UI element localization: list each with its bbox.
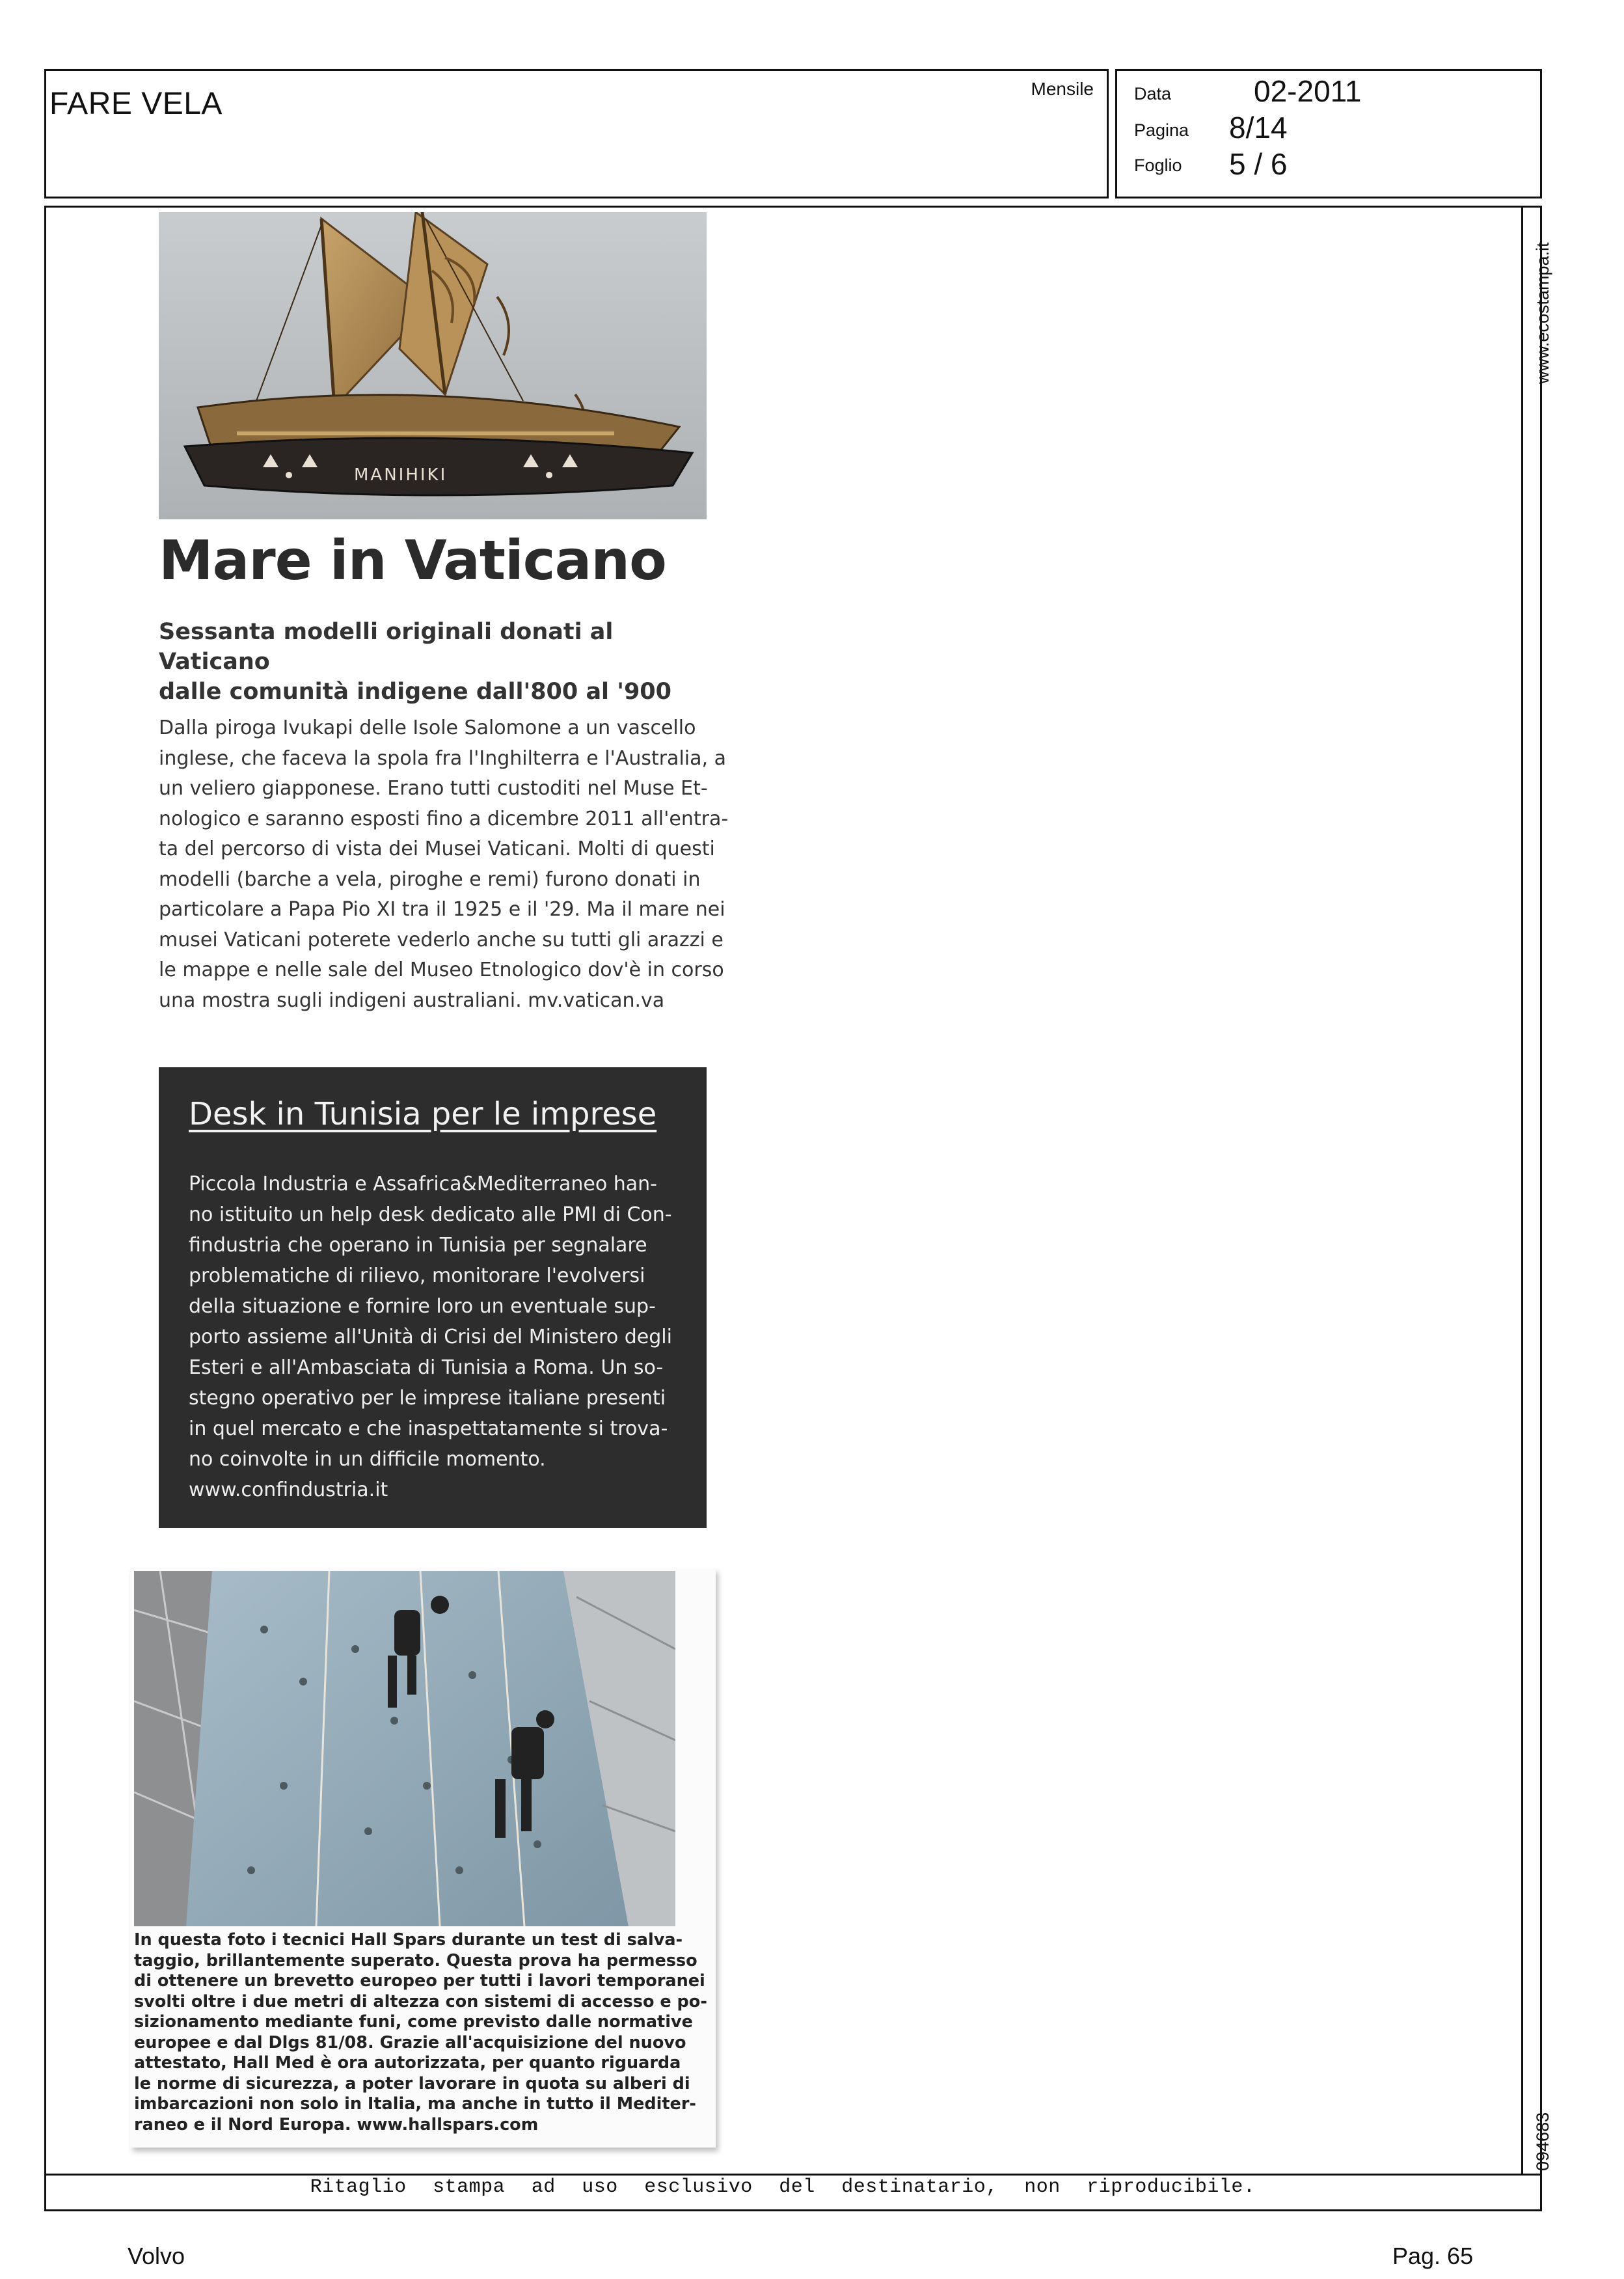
publication-frequency: Mensile [1031, 79, 1094, 99]
body-line: problematiche di rilievo, monitorare l'evolversi [189, 1264, 645, 1287]
body-line: particolare a Papa Pio XI tra il 1925 e il '29. Ma il mare nei [159, 898, 725, 921]
body-line: della situazione e fornire loro un eventuale sup- [189, 1295, 656, 1318]
reproduction-notice: Ritaglio stampa ad uso esclusivo del destinatario, non riproducibile. [310, 2176, 1256, 2198]
body-line: stegno operativo per le imprese italiane presenti [189, 1387, 666, 1410]
caption-line: taggio, brillantemente superato. Questa prova ha permesso [134, 1950, 697, 1971]
tunisia-desk-title: Desk in Tunisia per le imprese [189, 1096, 657, 1132]
article-body [159, 713, 729, 1016]
body-line: Esteri e all'Ambasciata di Tunisia a Roma. Un so- [189, 1356, 664, 1379]
body-line: nologico e saranno esposti fino a dicembre 2011 all'entra- [159, 807, 729, 830]
body-line: www.confindustria.it [189, 1479, 388, 1501]
body-line: inglese, che faceva la spola fra l'Inghilterra e l'Australia, a [159, 746, 726, 770]
canoe-label: MANIHIKI [354, 465, 448, 485]
body-line: findustria che operano in Tunisia per segnalare [189, 1234, 647, 1257]
caption-line: imbarcazioni non solo in Italia, ma anche in tutto il Mediter- [134, 2094, 697, 2114]
canoe-model-photo [159, 212, 707, 519]
caption-line: svolti oltre i due metri di altezza con sistemi di accesso e po- [134, 1991, 707, 2012]
caption-line: di ottenere un brevetto europeo per tutti i lavori temporanei [134, 1971, 705, 1991]
subtitle-line: Sessanta modelli originali donati al Vaticano [159, 619, 614, 675]
meta-value-foglio: 5 / 6 [1229, 147, 1288, 181]
body-line: un veliero giapponese. Erano tutti custoditi nel Muse Et- [159, 777, 708, 800]
publication-title: FARE VELA [49, 87, 223, 121]
body-line: porto assieme all'Unità di Crisi del Ministero degli [189, 1326, 672, 1348]
meta-label-data: Data [1134, 84, 1172, 103]
tunisia-desk-body [189, 1169, 696, 1505]
caption-line: sizionamento mediante funi, come previsto dalle normative [134, 2012, 693, 2032]
body-line: no coinvolte in un difficile momento. [189, 1448, 546, 1471]
caption-line: europee e dal Dlgs 81/08. Grazie all'acquisizione del nuovo [134, 2032, 686, 2053]
meta-value-data: 02-2011 [1254, 74, 1362, 108]
caption-line: In questa foto i tecnici Hall Spars durante un test di salva- [134, 1930, 683, 1950]
article-subtitle [159, 617, 731, 707]
body-line: Piccola Industria e Assafrica&Mediterraneo han- [189, 1173, 657, 1195]
side-source-url: www.ecostampa.it [1533, 242, 1552, 384]
body-line: musei Vaticani poterete vederlo anche su tutti gli arazzi e [159, 928, 724, 951]
body-line: modelli (barche a vela, piroghe e remi) furono donati in [159, 867, 701, 891]
page-footer-number: Pag. 65 [1392, 2243, 1474, 2269]
body-line: in quel mercato e che inaspettatamente si trova- [189, 1417, 668, 1440]
caption-line: raneo e il Nord Europa. www.hallspars.com [134, 2114, 539, 2135]
header-meta-box [1115, 69, 1542, 198]
body-line: Dalla piroga Ivukapi delle Isole Salomone a un vascello [159, 716, 696, 739]
footer-divider [44, 2174, 1542, 2176]
body-line: ta del percorso di vista dei Musei Vaticani. Molti di questi [159, 838, 715, 860]
body-line: le mappe e nelle sale del Museo Etnologico dov'è in corso [159, 959, 724, 981]
meta-label-foglio: Foglio [1134, 156, 1182, 175]
article-title: Mare in Vaticano [159, 528, 666, 592]
meta-value-pagina: 8/14 [1229, 111, 1288, 144]
climbing-wall-photo [134, 1571, 675, 1926]
body-line: una mostra sugli indigeni australiani. mv.vatican.va [159, 989, 665, 1012]
caption-line: le norme di sicurezza, a poter lavorare in quota su alberi di [134, 2073, 690, 2094]
caption-line: attestato, Hall Med è ora autorizzata, per quanto riguarda [134, 2053, 681, 2073]
body-line: no istituito un help desk dedicato alle PMI di Con- [189, 1203, 672, 1226]
page-footer-client: Volvo [128, 2243, 185, 2269]
side-divider [1521, 206, 1523, 2174]
hall-spars-caption [134, 1930, 707, 2135]
meta-label-pagina: Pagina [1134, 120, 1189, 140]
subtitle-line: dalle comunità indigene dall'800 al '900 [159, 679, 672, 705]
side-code: 094683 [1533, 2112, 1552, 2171]
